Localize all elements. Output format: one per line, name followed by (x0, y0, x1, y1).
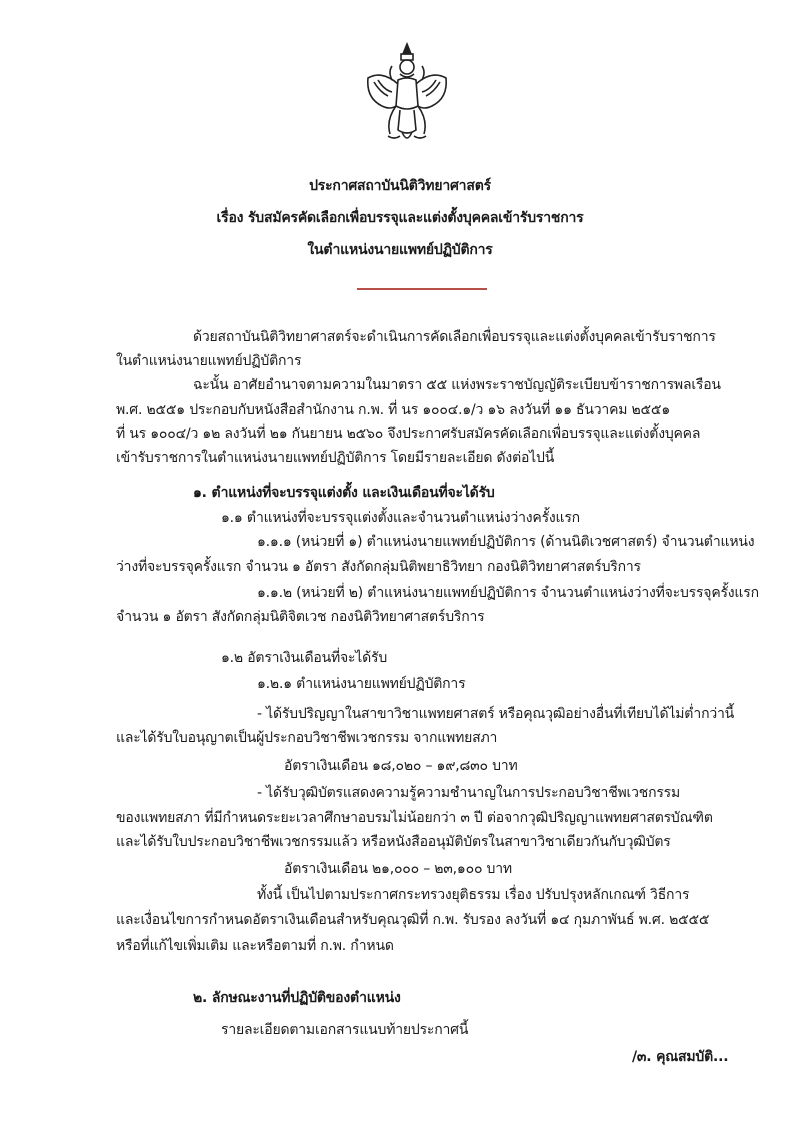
section1-2: ๑.๒ อัตราเงินเดือนที่จะได้รับ (221, 650, 388, 666)
section1-1-1-line-1: ๑.๑.๑ (หน่วยที่ ๑) ตำแหน่งนายแพทย์ปฏิบัติการ (ด้านนิติเวชศาสตร์) จำนวนตำแหน่ง (257, 534, 755, 550)
salary-range-1: อัตราเงินเดือน ๑๘,๐๒๐ – ๑๙,๘๓๐ บาท (284, 758, 518, 774)
section1-1-1-line-2: ว่างที่จะบรรจุครั้งแรก จำนวน ๑ อัตรา สังกัดกลุ่มนิติพยาธิวิทยา กองนิติวิทยาศาสตร์บริการ (116, 559, 641, 575)
intro-line-2: ในตำแหน่งนายแพทย์ปฏิบัติการ (116, 353, 302, 369)
section1-2-1: ๑.๒.๑ ตำแหน่งนายแพทย์ปฏิบัติการ (257, 676, 466, 692)
continued-marker: /๓. คุณสมบัติ... (632, 1049, 729, 1065)
title-divider (357, 288, 487, 290)
intro-line-1: ด้วยสถาบันนิติวิทยาศาสตร์จะดำเนินการคัดเลือกเพื่อบรรจุและแต่งตั้งบุคคลเข้ารับราชการ (193, 329, 716, 345)
paragraph2-line-4: เข้ารับราชการในตำแหน่งนายแพทย์ปฏิบัติการ โดยมีรายละเอียด ดังต่อไปนี้ (116, 450, 555, 466)
section2-text: รายละเอียดตามเอกสารแนบท้ายประกาศนี้ (221, 1022, 469, 1038)
salary-range-2: อัตราเงินเดือน ๒๑,๐๐๐ – ๒๓,๑๐๐ บาท (284, 861, 512, 877)
paragraph2-line-1: ฉะนั้น อาศัยอำนาจตามความในมาตรา ๕๕ แห่งพระราชบัญญัติระเบียบข้าราชการพลเรือน (193, 377, 721, 393)
paragraph3-line-2: และเงื่อนไขการกำหนดอัตราเงินเดือนสำหรับคุณวุฒิที่ ก.พ. รับรอง ลงวันที่ ๑๔ กุมภาพันธ์ พ.ศ. ๒๕๕๕ (116, 912, 710, 928)
section1-1-2-line-1: ๑.๑.๒ (หน่วยที่ ๒) ตำแหน่งนายแพทย์ปฏิบัติการ จำนวนตำแหน่งว่างที่จะบรรจุครั้งแรก (257, 585, 759, 601)
bullet1-line-1: - ได้รับปริญญาในสาขาวิชาแพทยศาสตร์ หรือคุณวุฒิอย่างอื่นที่เทียบได้ไม่ต่ำกว่านี้ (257, 706, 735, 722)
title-line-3: ในตำแหน่งนายแพทย์ปฏิบัติการ (307, 242, 493, 258)
bullet2-line-3: และได้รับใบประกอบวิชาชีพเวชกรรมแล้ว หรือหนังสืออนุมัติบัตรในสาขาวิชาเดียวกันกับวุฒิบัตร (116, 834, 671, 850)
bullet1-line-2: และได้รับใบอนุญาตเป็นผู้ประกอบวิชาชีพเวชกรรม จากแพทยสภา (116, 730, 498, 746)
garuda-emblem-icon (362, 40, 452, 150)
paragraph2-line-3: ที่ นร ๑๐๐๔/ว ๑๒ ลงวันที่ ๒๑ กันยายน ๒๕๖๐ จึงประกาศรับสมัครคัดเลือกเพื่อบรรจุและแต่งตั้งบุคคล (116, 426, 701, 442)
paragraph2-line-2: พ.ศ. ๒๕๕๑ ประกอบกับหนังสือสำนักงาน ก.พ. ที่ นร ๑๐๐๔.๑/ว ๑๖ ลงวันที่ ๑๑ ธันวาคม ๒๕๕๑ (116, 402, 671, 418)
title-line-1: ประกาศสถาบันนิติวิทยาศาสตร์ (309, 178, 491, 194)
paragraph3-line-3: หรือที่แก้ไขเพิ่มเติม และหรือตามที่ ก.พ. กำหนด (116, 938, 394, 954)
paragraph3-line-1: ทั้งนี้ เป็นไปตามประกาศกระทรวงยุติธรรม เรื่อง ปรับปรุงหลักเกณฑ์ วิธีการ (257, 887, 690, 903)
section1-1-2-line-2: จำนวน ๑ อัตรา สังกัดกลุ่มนิติจิตเวช กองนิติวิทยาศาสตร์บริการ (116, 609, 485, 625)
section1-1: ๑.๑ ตำแหน่งที่จะบรรจุแต่งตั้งและจำนวนตำแหน่งว่างครั้งแรก (221, 510, 580, 526)
section1-heading: ๑. ตำแหน่งที่จะบรรจุแต่งตั้ง และเงินเดือนที่จะได้รับ (193, 485, 495, 501)
bullet2-line-2: ของแพทยสภา ที่มีกำหนดระยะเวลาศึกษาอบรมไม่น้อยกว่า ๓ ปี ต่อจากวุฒิปริญญาแพทยศาสตรบัณฑิต (116, 810, 713, 826)
title-line-2: เรื่อง รับสมัครคัดเลือกเพื่อบรรจุและแต่งตั้งบุคคลเข้ารับราชการ (216, 210, 584, 226)
section2-heading: ๒. ลักษณะงานที่ปฏิบัติของตำแหน่ง (193, 990, 401, 1006)
bullet2-line-1: - ได้รับวุฒิบัตรแสดงความรู้ความชำนาญในการประกอบวิชาชีพเวชกรรม (257, 785, 681, 801)
